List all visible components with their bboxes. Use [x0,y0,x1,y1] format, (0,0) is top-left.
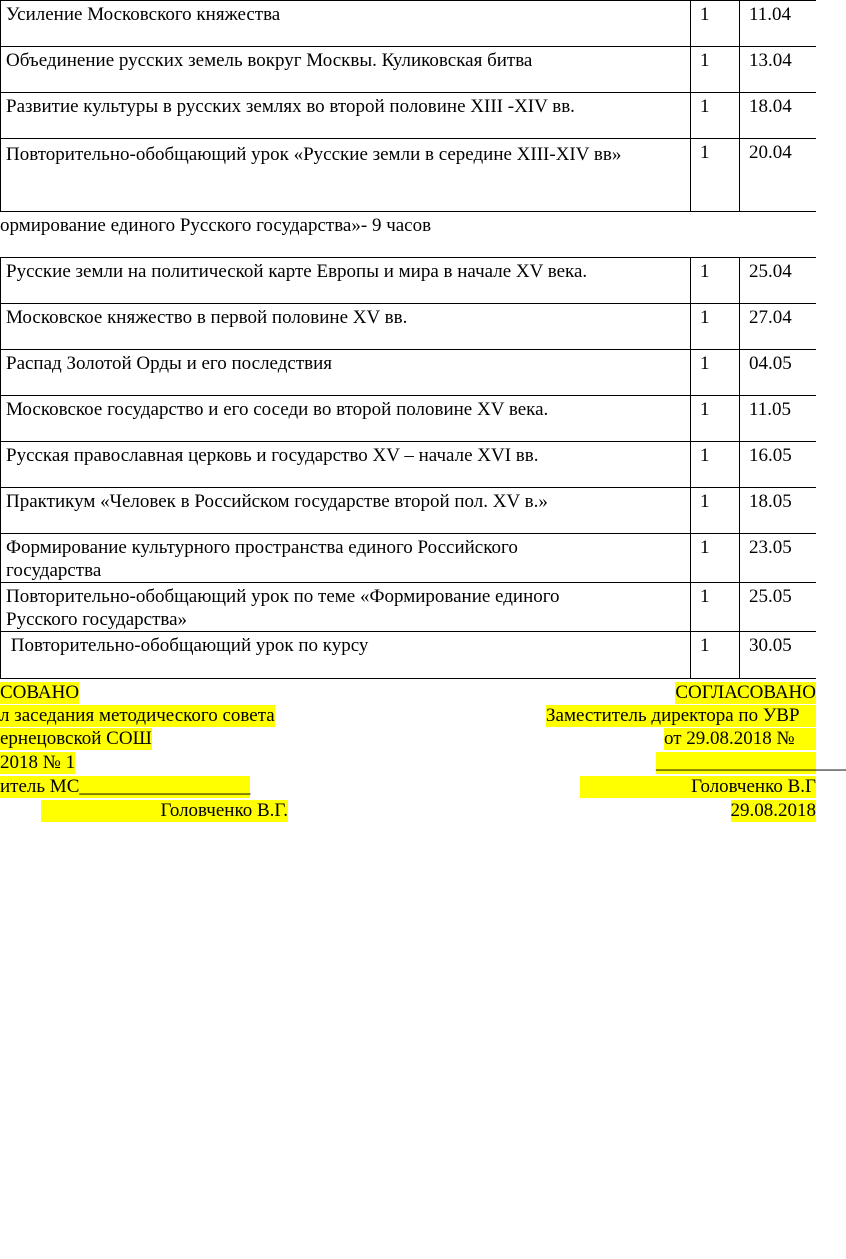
table-border [0,0,816,1]
row-divider [0,582,816,583]
approval-date: 2018 № 1 [0,752,76,773]
lesson-hours: 1 [700,353,710,374]
approval-signature-line: ____________________ [656,752,846,773]
lesson-hours: 1 [700,96,710,117]
lesson-date: 23.05 [749,537,792,558]
lesson-topic: Повторительно-обобщающий урок по курсу [6,635,369,656]
lesson-date: 18.04 [749,96,792,117]
lesson-date: 16.05 [749,445,792,466]
approval-position: Заместитель директора по УВР [546,705,816,727]
lesson-date: 18.05 [749,491,792,512]
lesson-topic: Практикум «Человек в Российском государстве второй пол. XV в.» [6,491,548,512]
lesson-hours: 1 [700,50,710,71]
column-divider [0,257,1,678]
lesson-topic: Повторительно-обобщающий урок «Русские земли в середине XIII-XIV вв» [6,144,622,165]
lesson-topic: Объединение русских земель вокруг Москвы. Куликовская битва [6,50,533,71]
row-divider [0,631,816,632]
row-divider [0,211,816,212]
table-border [0,678,816,679]
lesson-date: 20.04 [749,142,792,163]
row-divider [0,92,816,93]
lesson-date: 25.05 [749,586,792,607]
lesson-hours: 1 [700,4,710,25]
lesson-topic: Повторительно-обобщающий урок по теме «Формирование единого Русского государства» [6,586,560,630]
column-divider [739,257,740,678]
lesson-date: 11.05 [749,399,792,420]
row-divider [0,487,816,488]
approval-date-number: от 29.08.2018 № [664,728,816,750]
approval-school: ернецовской СОШ [0,728,152,749]
lesson-topic: Русские земли на политической карте Европы и мира в начале XV века. [6,261,588,282]
lesson-date: 04.05 [749,353,792,374]
row-divider [0,395,816,396]
lesson-topic: Московское государство и его соседи во второй половине XV века. [6,399,549,420]
column-divider [739,0,740,211]
approval-heading: СОВАНО [0,682,80,703]
lesson-date: 11.04 [749,4,792,25]
row-divider [0,441,816,442]
row-divider [0,138,816,139]
lesson-hours: 1 [700,491,710,512]
lesson-date: 27.04 [749,307,792,328]
column-divider [690,0,691,211]
row-divider [0,46,816,47]
approval-signer-title: итель МС__________________ [0,776,251,797]
lesson-date: 25.04 [749,261,792,282]
lesson-hours: 1 [700,537,710,558]
lesson-date: 30.05 [749,635,792,656]
lesson-hours: 1 [700,142,710,163]
lesson-hours: 1 [700,445,710,466]
approval-signer-name: Головченко В.Г. [41,800,288,822]
lesson-topic: Московское княжество в первой половине XV вв. [6,307,408,328]
lesson-topic: Русская православная церковь и государство XV – начале XVI вв. [6,445,539,466]
row-divider [0,303,816,304]
approval-heading: СОГЛАСОВАНО [675,682,816,703]
lesson-topic: Усиление Московского княжества [6,4,281,25]
lesson-topic: Распад Золотой Орды и его последствия [6,353,333,374]
table-border [0,257,816,258]
column-divider [0,0,1,211]
lesson-hours: 1 [700,307,710,328]
lesson-hours: 1 [700,399,710,420]
lesson-date: 13.04 [749,50,792,71]
column-divider [690,257,691,678]
approval-sign-date: 29.08.2018 [730,800,816,821]
row-divider [0,533,816,534]
lesson-hours: 1 [700,261,710,282]
lesson-topic: Развитие культуры в русских землях во второй половине XIII -XIV вв. [6,96,575,117]
approval-protocol: л заседания методического совета [0,705,275,726]
lesson-hours: 1 [700,635,710,656]
approval-signer-name: Головченко В.Г [580,776,816,798]
lesson-hours: 1 [700,586,710,607]
lesson-topic: Формирование культурного пространства единого Российского государства [6,537,518,581]
row-divider [0,349,816,350]
section-title: ормирование единого Русского государства»- 9 часов [0,215,432,236]
